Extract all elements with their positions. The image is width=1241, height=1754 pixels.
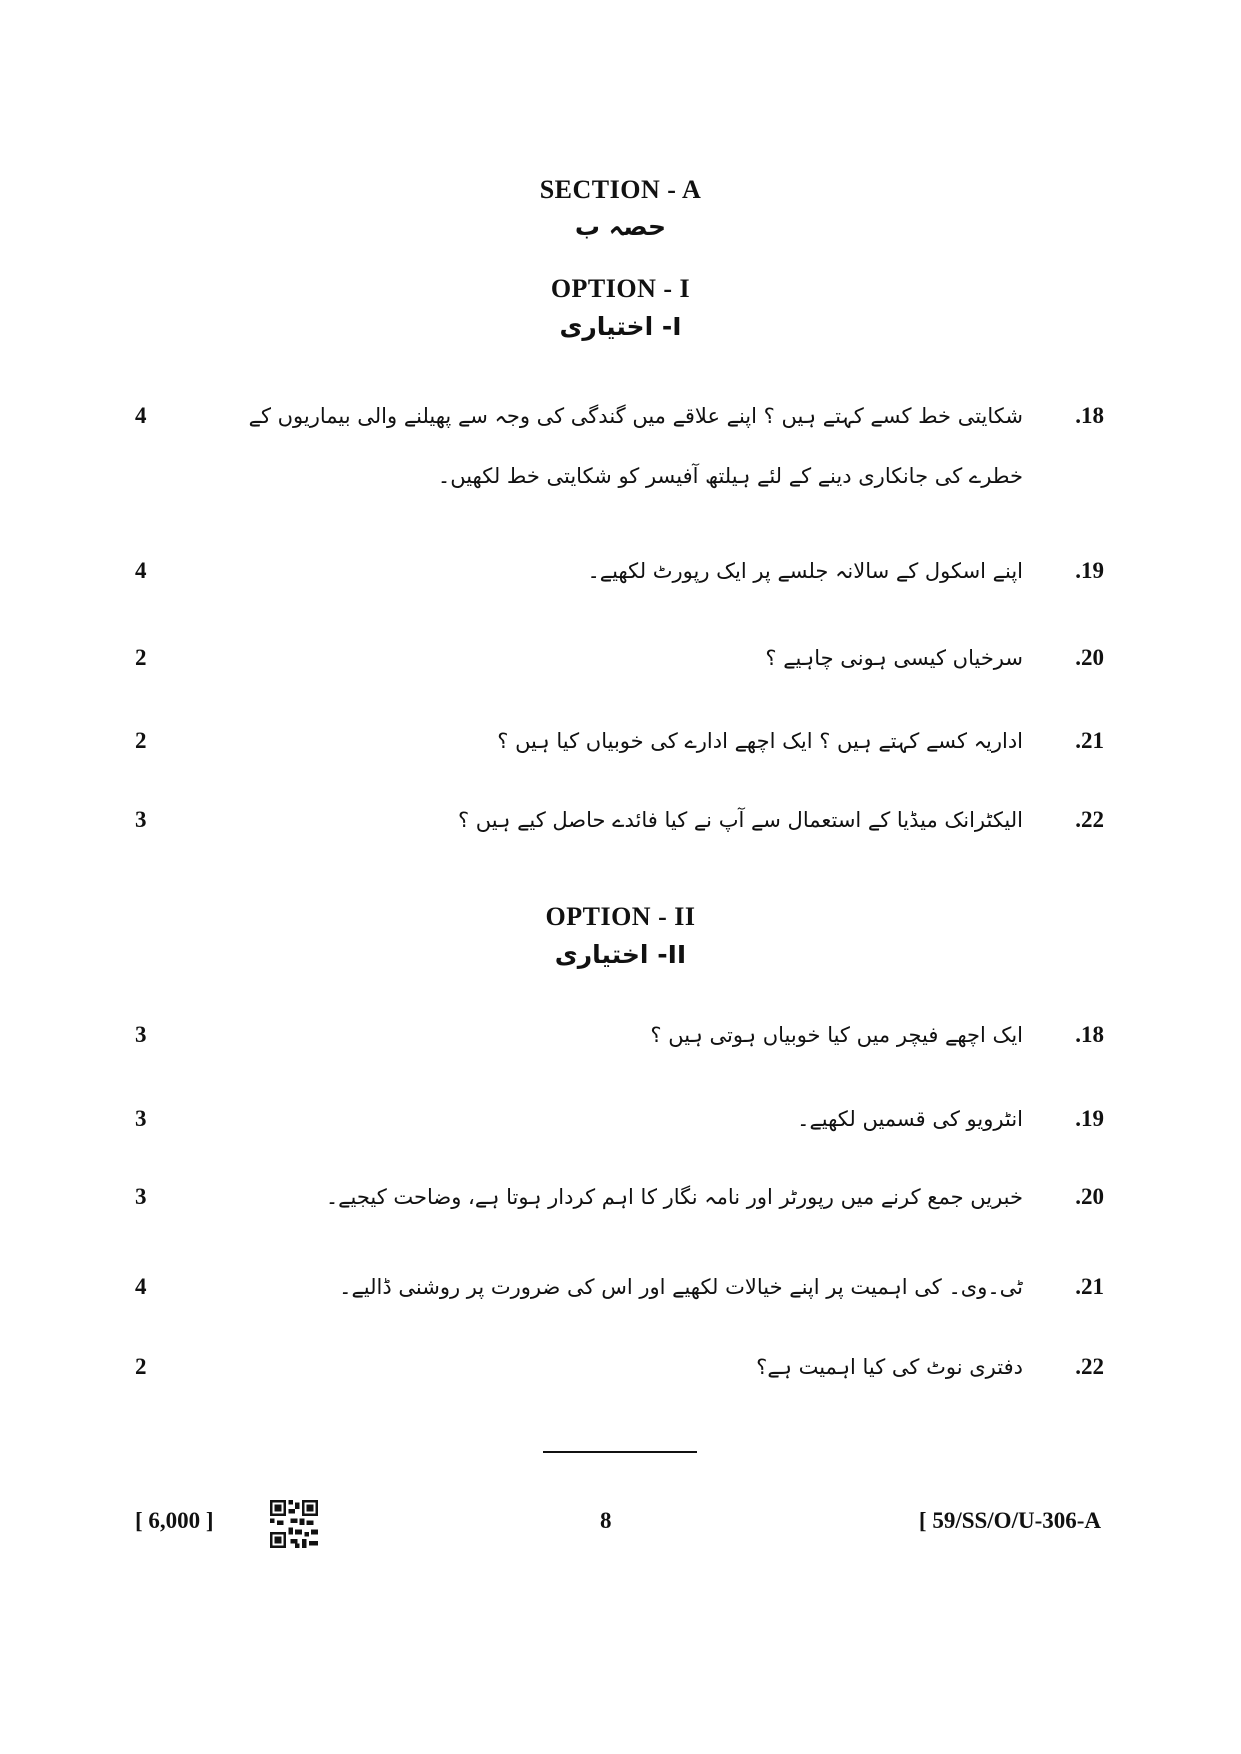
question-marks: 3	[135, 1184, 147, 1209]
option-1-urdu-title: I- اختیاری	[559, 312, 682, 341]
question-row	[0, 1347, 1241, 1387]
question-marks: 2	[135, 645, 147, 670]
question-text: خبریں جمع کرنے میں رپورٹر اور نامہ نگار کا اہم کردار ہوتا ہے، وضاحت کیجیے۔	[325, 1185, 1023, 1209]
question-number: .18	[1075, 1022, 1104, 1047]
question-marks: 3	[135, 1106, 147, 1131]
question-number: .21	[1075, 728, 1104, 753]
question-number: .19	[1075, 1106, 1104, 1131]
question-row	[0, 721, 1241, 761]
question-marks: 4	[135, 1274, 147, 1299]
section-title: SECTION - A	[539, 175, 702, 204]
question-text: اداریہ کسے کہتے ہیں ؟ ایک اچھے ادارے کی خوبیاں کیا ہیں ؟	[497, 729, 1023, 753]
question-number: .20	[1075, 645, 1104, 670]
question-number: .22	[1075, 1354, 1104, 1379]
question-number: .20	[1075, 1184, 1104, 1209]
question-row	[0, 1177, 1241, 1217]
question-marks: 2	[135, 1354, 147, 1379]
section-urdu-title: حصہ ب	[574, 212, 667, 241]
footer-paper-code: [ 59/SS/O/U-306-A	[918, 1508, 1101, 1533]
option-1-title: OPTION - I	[550, 274, 691, 303]
question-row	[0, 1267, 1241, 1307]
question-marks: 2	[135, 728, 147, 753]
question-marks: 3	[135, 1022, 147, 1047]
question-marks: 3	[135, 807, 147, 832]
question-number: .18	[1075, 403, 1104, 428]
question-row	[0, 800, 1241, 840]
footer-page-number: 8	[600, 1508, 612, 1533]
question-row	[0, 551, 1241, 591]
question-row	[0, 1099, 1241, 1139]
end-divider	[543, 1451, 697, 1453]
question-text: ایک اچھے فیچر میں کیا خوبیاں ہوتی ہیں ؟	[650, 1023, 1023, 1047]
question-number: .21	[1075, 1274, 1104, 1299]
question-marks: 4	[135, 558, 147, 583]
qr-code-icon	[270, 1500, 318, 1548]
footer-copies: [ 6,000 ]	[135, 1508, 214, 1533]
question-row	[0, 1015, 1241, 1055]
question-number: .22	[1075, 807, 1104, 832]
question-row	[0, 396, 1241, 496]
question-text: ٹی۔وی۔ کی اہمیت پر اپنے خیالات لکھیے اور اس کی ضرورت پر روشنی ڈالیے۔	[339, 1275, 1023, 1299]
question-number: .19	[1075, 558, 1104, 583]
option-2-urdu-title: II- اختیاری	[554, 940, 687, 969]
question-text: انٹرویو کی قسمیں لکھیے۔	[797, 1107, 1023, 1131]
question-text: اپنے اسکول کے سالانہ جلسے پر ایک رپورٹ لکھیے۔	[587, 559, 1023, 583]
question-row	[0, 638, 1241, 678]
question-text: الیکٹرانک میڈیا کے استعمال سے آپ نے کیا فائدے حاصل کیے ہیں ؟	[457, 808, 1023, 832]
question-marks: 4	[135, 403, 147, 428]
question-text: سرخیاں کیسی ہونی چاہیے ؟	[765, 646, 1023, 670]
option-2-title: OPTION - II	[545, 902, 696, 931]
question-text: شکایتی خط کسے کہتے ہیں ؟ اپنے علاقے میں گندگی کی وجہ سے پھیلنے والی بیماریوں کے خطرے کی جانکاری دینے کے لئے ہیلتھ آفیسر کو شکایتی خط لکھیں۔	[248, 404, 1023, 488]
question-text: دفتری نوٹ کی کیا اہمیت ہے؟	[756, 1355, 1023, 1379]
